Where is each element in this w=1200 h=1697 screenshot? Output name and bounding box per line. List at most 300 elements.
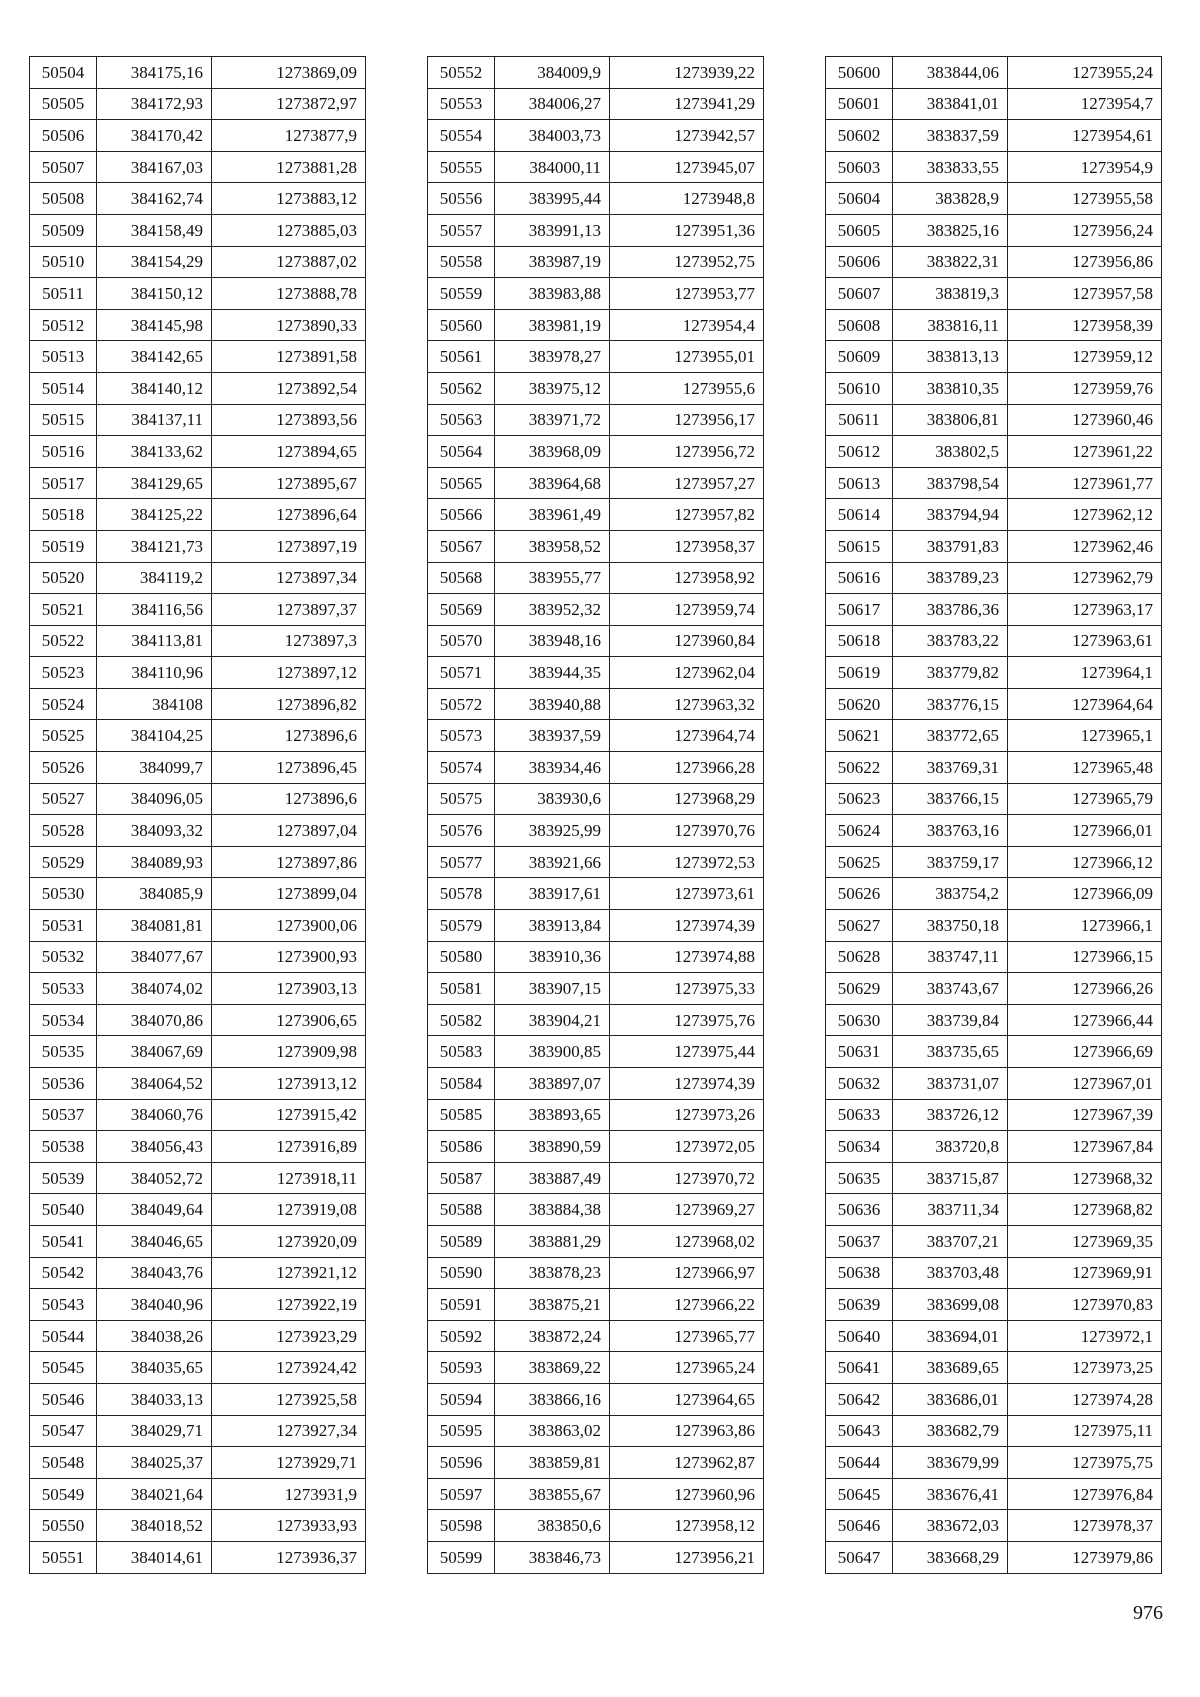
y-coordinate-cell: 1273892,54: [212, 372, 366, 404]
table-row: [428, 783, 764, 815]
x-coordinate-cell: 383925,99: [495, 815, 610, 847]
table-row: [826, 309, 1162, 341]
table-row: [30, 1510, 366, 1542]
table-row: [428, 1036, 764, 1068]
table-row: [826, 1510, 1162, 1542]
x-coordinate-cell: 383944,35: [495, 657, 610, 689]
y-coordinate-cell: 1273966,1: [1008, 910, 1162, 942]
x-coordinate-cell: 383715,87: [893, 1162, 1008, 1194]
y-coordinate-cell: 1273966,26: [1008, 973, 1162, 1005]
y-coordinate-cell: 1273956,17: [610, 404, 764, 436]
x-coordinate-cell: 383961,49: [495, 499, 610, 531]
y-coordinate-cell: 1273877,9: [212, 120, 366, 152]
point-id-cell: 50580: [428, 941, 495, 973]
x-coordinate-cell: 383816,11: [893, 309, 1008, 341]
y-coordinate-cell: 1273918,11: [212, 1162, 366, 1194]
y-coordinate-cell: 1273973,26: [610, 1099, 764, 1131]
x-coordinate-cell: 384170,42: [97, 120, 212, 152]
point-id-cell: 50588: [428, 1194, 495, 1226]
table-row: [428, 341, 764, 373]
point-id-cell: 50611: [826, 404, 893, 436]
point-id-cell: 50527: [30, 783, 97, 815]
y-coordinate-cell: 1273970,83: [1008, 1289, 1162, 1321]
point-id-cell: 50614: [826, 499, 893, 531]
point-id-cell: 50559: [428, 278, 495, 310]
y-coordinate-cell: 1273954,9: [1008, 151, 1162, 183]
point-id-cell: 50607: [826, 278, 893, 310]
x-coordinate-cell: 383828,9: [893, 183, 1008, 215]
point-id-cell: 50571: [428, 657, 495, 689]
y-coordinate-cell: 1273969,91: [1008, 1257, 1162, 1289]
point-id-cell: 50585: [428, 1099, 495, 1131]
point-id-cell: 50604: [826, 183, 893, 215]
x-coordinate-cell: 383863,02: [495, 1415, 610, 1447]
point-id-cell: 50633: [826, 1099, 893, 1131]
table-row: [30, 57, 366, 89]
x-coordinate-cell: 384150,12: [97, 278, 212, 310]
point-id-cell: 50574: [428, 752, 495, 784]
x-coordinate-cell: 383869,22: [495, 1352, 610, 1384]
point-id-cell: 50596: [428, 1447, 495, 1479]
x-coordinate-cell: 383910,36: [495, 941, 610, 973]
x-coordinate-cell: 384121,73: [97, 530, 212, 562]
point-id-cell: 50536: [30, 1068, 97, 1100]
x-coordinate-cell: 384133,62: [97, 436, 212, 468]
x-coordinate-cell: 384110,96: [97, 657, 212, 689]
y-coordinate-cell: 1273975,33: [610, 973, 764, 1005]
point-id-cell: 50563: [428, 404, 495, 436]
table-row: [826, 720, 1162, 752]
x-coordinate-cell: 384108: [97, 688, 212, 720]
x-coordinate-cell: 384175,16: [97, 57, 212, 89]
table-row: [428, 1541, 764, 1573]
x-coordinate-cell: 383735,65: [893, 1036, 1008, 1068]
table-row: [30, 1004, 366, 1036]
x-coordinate-cell: 383747,11: [893, 941, 1008, 973]
y-coordinate-cell: 1273968,32: [1008, 1162, 1162, 1194]
table-row: [428, 151, 764, 183]
x-coordinate-cell: 383720,8: [893, 1131, 1008, 1163]
table-row: [826, 467, 1162, 499]
y-coordinate-cell: 1273958,37: [610, 530, 764, 562]
table-row: [30, 910, 366, 942]
table-row: [30, 1352, 366, 1384]
y-coordinate-cell: 1273955,01: [610, 341, 764, 373]
x-coordinate-cell: 383694,01: [893, 1320, 1008, 1352]
x-coordinate-cell: 383872,24: [495, 1320, 610, 1352]
table-row: [30, 1447, 366, 1479]
y-coordinate-cell: 1273957,58: [1008, 278, 1162, 310]
x-coordinate-cell: 384018,52: [97, 1510, 212, 1542]
y-coordinate-cell: 1273970,72: [610, 1162, 764, 1194]
y-coordinate-cell: 1273909,98: [212, 1036, 366, 1068]
point-id-cell: 50622: [826, 752, 893, 784]
point-id-cell: 50531: [30, 910, 97, 942]
point-id-cell: 50606: [826, 246, 893, 278]
x-coordinate-cell: 383904,21: [495, 1004, 610, 1036]
point-id-cell: 50516: [30, 436, 97, 468]
point-id-cell: 50552: [428, 57, 495, 89]
point-id-cell: 50620: [826, 688, 893, 720]
x-coordinate-cell: 384000,11: [495, 151, 610, 183]
y-coordinate-cell: 1273900,06: [212, 910, 366, 942]
table-row: [826, 120, 1162, 152]
y-coordinate-cell: 1273945,07: [610, 151, 764, 183]
table-row: [826, 1036, 1162, 1068]
point-id-cell: 50618: [826, 625, 893, 657]
x-coordinate-cell: 383900,85: [495, 1036, 610, 1068]
x-coordinate-cell: 383794,94: [893, 499, 1008, 531]
x-coordinate-cell: 384145,98: [97, 309, 212, 341]
point-id-cell: 50647: [826, 1541, 893, 1573]
point-id-cell: 50557: [428, 214, 495, 246]
table-row: [428, 1257, 764, 1289]
point-id-cell: 50528: [30, 815, 97, 847]
y-coordinate-cell: 1273897,12: [212, 657, 366, 689]
x-coordinate-cell: 384113,81: [97, 625, 212, 657]
table-row: [826, 1068, 1162, 1100]
table-row: [826, 151, 1162, 183]
y-coordinate-cell: 1273896,6: [212, 783, 366, 815]
x-coordinate-cell: 383798,54: [893, 467, 1008, 499]
table-row: [30, 499, 366, 531]
point-id-cell: 50518: [30, 499, 97, 531]
x-coordinate-cell: 383897,07: [495, 1068, 610, 1100]
point-id-cell: 50597: [428, 1478, 495, 1510]
y-coordinate-cell: 1273978,37: [1008, 1510, 1162, 1542]
point-id-cell: 50508: [30, 183, 97, 215]
point-id-cell: 50589: [428, 1225, 495, 1257]
y-coordinate-cell: 1273903,13: [212, 973, 366, 1005]
table-row: [826, 1004, 1162, 1036]
table-row: [30, 688, 366, 720]
y-coordinate-cell: 1273925,58: [212, 1383, 366, 1415]
y-coordinate-cell: 1273969,27: [610, 1194, 764, 1226]
table-row: [30, 625, 366, 657]
point-id-cell: 50583: [428, 1036, 495, 1068]
x-coordinate-cell: 384142,65: [97, 341, 212, 373]
y-coordinate-cell: 1273963,86: [610, 1415, 764, 1447]
y-coordinate-cell: 1273975,75: [1008, 1447, 1162, 1479]
x-coordinate-cell: 384167,03: [97, 151, 212, 183]
x-coordinate-cell: 383813,13: [893, 341, 1008, 373]
x-coordinate-cell: 383711,34: [893, 1194, 1008, 1226]
x-coordinate-cell: 384081,81: [97, 910, 212, 942]
x-coordinate-cell: 384035,65: [97, 1352, 212, 1384]
point-id-cell: 50584: [428, 1068, 495, 1100]
point-id-cell: 50621: [826, 720, 893, 752]
point-id-cell: 50524: [30, 688, 97, 720]
point-id-cell: 50576: [428, 815, 495, 847]
point-id-cell: 50505: [30, 88, 97, 120]
point-id-cell: 50553: [428, 88, 495, 120]
point-id-cell: 50529: [30, 846, 97, 878]
point-id-cell: 50602: [826, 120, 893, 152]
point-id-cell: 50581: [428, 973, 495, 1005]
y-coordinate-cell: 1273941,29: [610, 88, 764, 120]
x-coordinate-cell: 383791,83: [893, 530, 1008, 562]
x-coordinate-cell: 383743,67: [893, 973, 1008, 1005]
point-id-cell: 50623: [826, 783, 893, 815]
table-row: [30, 1162, 366, 1194]
coordinate-table-1: [29, 56, 366, 1574]
x-coordinate-cell: 384003,73: [495, 120, 610, 152]
x-coordinate-cell: 384029,71: [97, 1415, 212, 1447]
x-coordinate-cell: 383750,18: [893, 910, 1008, 942]
point-id-cell: 50542: [30, 1257, 97, 1289]
y-coordinate-cell: 1273957,27: [610, 467, 764, 499]
point-id-cell: 50540: [30, 1194, 97, 1226]
y-coordinate-cell: 1273958,39: [1008, 309, 1162, 341]
point-id-cell: 50511: [30, 278, 97, 310]
x-coordinate-cell: 383699,08: [893, 1289, 1008, 1321]
x-coordinate-cell: 383952,32: [495, 594, 610, 626]
y-coordinate-cell: 1273923,29: [212, 1320, 366, 1352]
x-coordinate-cell: 383739,84: [893, 1004, 1008, 1036]
x-coordinate-cell: 383686,01: [893, 1383, 1008, 1415]
table-row: [428, 436, 764, 468]
point-id-cell: 50586: [428, 1131, 495, 1163]
x-coordinate-cell: 384033,13: [97, 1383, 212, 1415]
point-id-cell: 50610: [826, 372, 893, 404]
x-coordinate-cell: 383689,65: [893, 1352, 1008, 1384]
x-coordinate-cell: 383846,73: [495, 1541, 610, 1573]
y-coordinate-cell: 1273966,01: [1008, 815, 1162, 847]
table-row: [428, 88, 764, 120]
table-row: [30, 1194, 366, 1226]
y-coordinate-cell: 1273894,65: [212, 436, 366, 468]
table-row: [428, 467, 764, 499]
point-id-cell: 50601: [826, 88, 893, 120]
table-row: [30, 1131, 366, 1163]
x-coordinate-cell: 384049,64: [97, 1194, 212, 1226]
table-row: [826, 1162, 1162, 1194]
point-id-cell: 50509: [30, 214, 97, 246]
table-row: [30, 1036, 366, 1068]
y-coordinate-cell: 1273922,19: [212, 1289, 366, 1321]
point-id-cell: 50545: [30, 1352, 97, 1384]
x-coordinate-cell: 383726,12: [893, 1099, 1008, 1131]
table-row: [826, 625, 1162, 657]
table-row: [428, 752, 764, 784]
point-id-cell: 50608: [826, 309, 893, 341]
point-id-cell: 50555: [428, 151, 495, 183]
point-id-cell: 50514: [30, 372, 97, 404]
y-coordinate-cell: 1273961,77: [1008, 467, 1162, 499]
x-coordinate-cell: 383866,16: [495, 1383, 610, 1415]
table-row: [30, 752, 366, 784]
table-row: [826, 688, 1162, 720]
x-coordinate-cell: 384096,05: [97, 783, 212, 815]
table-row: [428, 499, 764, 531]
point-id-cell: 50507: [30, 151, 97, 183]
x-coordinate-cell: 383934,46: [495, 752, 610, 784]
x-coordinate-cell: 383937,59: [495, 720, 610, 752]
x-coordinate-cell: 383833,55: [893, 151, 1008, 183]
table-row: [428, 278, 764, 310]
x-coordinate-cell: 383779,82: [893, 657, 1008, 689]
x-coordinate-cell: 384070,86: [97, 1004, 212, 1036]
x-coordinate-cell: 383806,81: [893, 404, 1008, 436]
point-id-cell: 50605: [826, 214, 893, 246]
x-coordinate-cell: 384077,67: [97, 941, 212, 973]
table-row: [428, 214, 764, 246]
table-row: [30, 941, 366, 973]
y-coordinate-cell: 1273965,1: [1008, 720, 1162, 752]
table-row: [428, 1162, 764, 1194]
y-coordinate-cell: 1273872,97: [212, 88, 366, 120]
point-id-cell: 50592: [428, 1320, 495, 1352]
table-row: [428, 594, 764, 626]
y-coordinate-cell: 1273899,04: [212, 878, 366, 910]
point-id-cell: 50617: [826, 594, 893, 626]
table-row: [30, 404, 366, 436]
y-coordinate-cell: 1273965,24: [610, 1352, 764, 1384]
table-row: [826, 404, 1162, 436]
y-coordinate-cell: 1273968,02: [610, 1225, 764, 1257]
y-coordinate-cell: 1273954,61: [1008, 120, 1162, 152]
y-coordinate-cell: 1273964,74: [610, 720, 764, 752]
table-row: [826, 783, 1162, 815]
y-coordinate-cell: 1273929,71: [212, 1447, 366, 1479]
point-id-cell: 50538: [30, 1131, 97, 1163]
x-coordinate-cell: 383676,41: [893, 1478, 1008, 1510]
table-row: [30, 562, 366, 594]
table-row: [826, 815, 1162, 847]
table-row: [428, 1415, 764, 1447]
point-id-cell: 50626: [826, 878, 893, 910]
point-id-cell: 50600: [826, 57, 893, 89]
x-coordinate-cell: 384140,12: [97, 372, 212, 404]
table-row: [826, 941, 1162, 973]
point-id-cell: 50532: [30, 941, 97, 973]
y-coordinate-cell: 1273942,57: [610, 120, 764, 152]
x-coordinate-cell: 383707,21: [893, 1225, 1008, 1257]
table-row: [428, 878, 764, 910]
point-id-cell: 50625: [826, 846, 893, 878]
x-coordinate-cell: 383983,88: [495, 278, 610, 310]
y-coordinate-cell: 1273891,58: [212, 341, 366, 373]
table-row: [30, 372, 366, 404]
x-coordinate-cell: 384093,32: [97, 815, 212, 847]
y-coordinate-cell: 1273967,84: [1008, 1131, 1162, 1163]
table-row: [30, 88, 366, 120]
table-row: [826, 846, 1162, 878]
y-coordinate-cell: 1273960,96: [610, 1478, 764, 1510]
x-coordinate-cell: 383859,81: [495, 1447, 610, 1479]
point-id-cell: 50593: [428, 1352, 495, 1384]
point-id-cell: 50551: [30, 1541, 97, 1573]
x-coordinate-cell: 383930,6: [495, 783, 610, 815]
y-coordinate-cell: 1273896,82: [212, 688, 366, 720]
y-coordinate-cell: 1273963,32: [610, 688, 764, 720]
y-coordinate-cell: 1273967,39: [1008, 1099, 1162, 1131]
y-coordinate-cell: 1273954,7: [1008, 88, 1162, 120]
x-coordinate-cell: 384006,27: [495, 88, 610, 120]
x-coordinate-cell: 384074,02: [97, 973, 212, 1005]
point-id-cell: 50643: [826, 1415, 893, 1447]
table-row: [826, 1225, 1162, 1257]
y-coordinate-cell: 1273897,86: [212, 846, 366, 878]
table-row: [30, 120, 366, 152]
y-coordinate-cell: 1273916,89: [212, 1131, 366, 1163]
point-id-cell: 50530: [30, 878, 97, 910]
table-row: [30, 657, 366, 689]
y-coordinate-cell: 1273952,75: [610, 246, 764, 278]
point-id-cell: 50565: [428, 467, 495, 499]
table-row: [826, 1541, 1162, 1573]
table-row: [428, 973, 764, 1005]
x-coordinate-cell: 384089,93: [97, 846, 212, 878]
point-id-cell: 50624: [826, 815, 893, 847]
point-id-cell: 50543: [30, 1289, 97, 1321]
point-id-cell: 50579: [428, 910, 495, 942]
x-coordinate-cell: 383940,88: [495, 688, 610, 720]
point-id-cell: 50609: [826, 341, 893, 373]
x-coordinate-cell: 383731,07: [893, 1068, 1008, 1100]
x-coordinate-cell: 383754,2: [893, 878, 1008, 910]
table-row: [30, 1541, 366, 1573]
y-coordinate-cell: 1273939,22: [610, 57, 764, 89]
point-id-cell: 50640: [826, 1320, 893, 1352]
y-coordinate-cell: 1273966,28: [610, 752, 764, 784]
x-coordinate-cell: 384129,65: [97, 467, 212, 499]
y-coordinate-cell: 1273974,39: [610, 910, 764, 942]
table-row: [30, 1225, 366, 1257]
x-coordinate-cell: 384162,74: [97, 183, 212, 215]
point-id-cell: 50570: [428, 625, 495, 657]
point-id-cell: 50627: [826, 910, 893, 942]
point-id-cell: 50603: [826, 151, 893, 183]
x-coordinate-cell: 383875,21: [495, 1289, 610, 1321]
y-coordinate-cell: 1273956,72: [610, 436, 764, 468]
point-id-cell: 50575: [428, 783, 495, 815]
y-coordinate-cell: 1273965,79: [1008, 783, 1162, 815]
table-row: [30, 973, 366, 1005]
point-id-cell: 50561: [428, 341, 495, 373]
y-coordinate-cell: 1273966,09: [1008, 878, 1162, 910]
y-coordinate-cell: 1273956,86: [1008, 246, 1162, 278]
table-row: [428, 910, 764, 942]
point-id-cell: 50637: [826, 1225, 893, 1257]
point-id-cell: 50549: [30, 1478, 97, 1510]
table-row: [428, 1510, 764, 1542]
point-id-cell: 50512: [30, 309, 97, 341]
point-id-cell: 50590: [428, 1257, 495, 1289]
x-coordinate-cell: 383893,65: [495, 1099, 610, 1131]
y-coordinate-cell: 1273962,12: [1008, 499, 1162, 531]
point-id-cell: 50634: [826, 1131, 893, 1163]
point-id-cell: 50612: [826, 436, 893, 468]
point-id-cell: 50594: [428, 1383, 495, 1415]
y-coordinate-cell: 1273955,58: [1008, 183, 1162, 215]
point-id-cell: 50567: [428, 530, 495, 562]
x-coordinate-cell: 384021,64: [97, 1478, 212, 1510]
table-row: [428, 562, 764, 594]
y-coordinate-cell: 1273897,04: [212, 815, 366, 847]
x-coordinate-cell: 383855,67: [495, 1478, 610, 1510]
x-coordinate-cell: 383878,23: [495, 1257, 610, 1289]
x-coordinate-cell: 384060,76: [97, 1099, 212, 1131]
point-id-cell: 50546: [30, 1383, 97, 1415]
y-coordinate-cell: 1273965,77: [610, 1320, 764, 1352]
table-row: [826, 1320, 1162, 1352]
table-row: [30, 1383, 366, 1415]
table-row: [30, 594, 366, 626]
y-coordinate-cell: 1273979,86: [1008, 1541, 1162, 1573]
table-row: [428, 246, 764, 278]
y-coordinate-cell: 1273966,97: [610, 1257, 764, 1289]
